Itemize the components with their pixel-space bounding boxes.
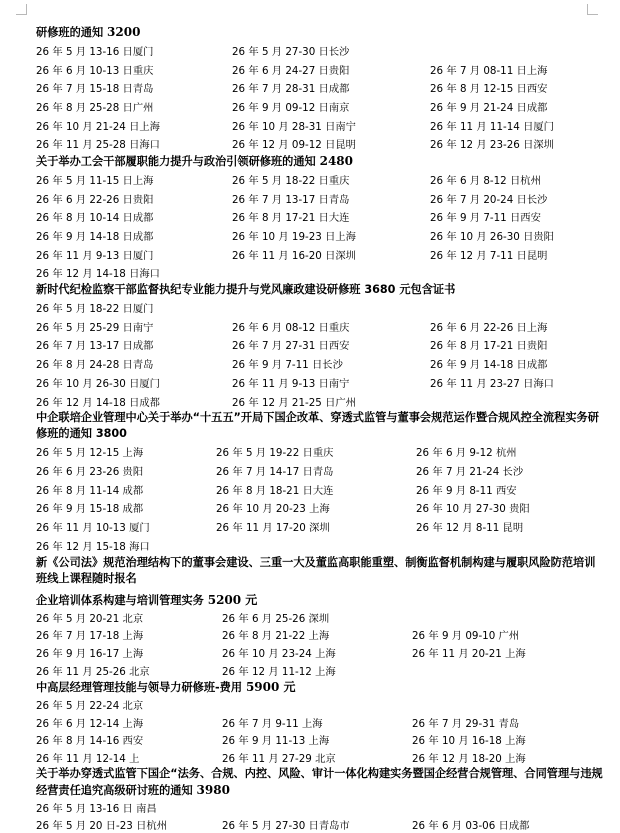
session-date-location: 26 年 9 月 16-17 上海 [36, 647, 144, 660]
course-title-text: 新时代纪检监察干部监督执纪专业能力提升与党风廉政建设研修班 3680 元包含证书 [36, 283, 456, 297]
session-date-location: 26 年 10 月 23-24 上海 [222, 647, 336, 660]
session-date-location: 26 年 6 月 8-12 日杭州 [430, 174, 541, 187]
session-date-location: 26 年 9 月 09-12 日南京 [232, 101, 350, 114]
schedule-row [36, 661, 606, 679]
schedule-row [36, 298, 606, 317]
course-title [36, 592, 606, 609]
schedule-row [36, 245, 606, 264]
session-date-location: 26 年 7 月 29-31 青岛 [412, 717, 520, 730]
session-date-location: 26 年 5 月 13-16 日厦门 [36, 45, 154, 58]
session-date-location: 26 年 10 月 27-30 贵阳 [416, 503, 530, 516]
session-date-location: 26 年 8 月 12-15 日西安 [430, 83, 548, 96]
session-date-location: 26 年 5 月 25-29 日南宁 [36, 321, 154, 334]
session-date-location: 26 年 8 月 10-14 日成都 [36, 212, 154, 225]
schedule-row [36, 536, 606, 555]
session-date-location: 26 年 10 月 19-23 日上海 [232, 231, 356, 244]
session-date-location: 26 年 7 月 13-17 日青岛 [232, 193, 350, 206]
session-date-location: 26 年 12 月 14-18 日海口 [36, 268, 160, 281]
session-date-location: 26 年 8 月 24-28 日青岛 [36, 359, 154, 372]
schedule-row [36, 517, 606, 536]
session-date-location: 26 年 8 月 14-16 西安 [36, 735, 144, 748]
schedule-row [36, 480, 606, 499]
session-date-location: 26 年 12 月 15-18 海口 [36, 540, 150, 553]
schedule-row [36, 97, 606, 116]
session-date-location: 26 年 11 月 20-21 上海 [412, 647, 526, 660]
course-title-text: 研修班的通知 [36, 26, 104, 39]
session-date-location: 26 年 7 月 27-31 日西安 [232, 340, 350, 353]
course-title [36, 410, 606, 442]
session-date-location: 26 年 10 月 26-30 日贵阳 [430, 231, 554, 244]
session-date-location: 26 年 10 月 16-18 上海 [412, 735, 526, 748]
schedule-row [36, 60, 606, 79]
course-title [36, 282, 606, 298]
session-date-location: 26 年 12 月 23-26 日深圳 [430, 139, 554, 152]
document-body [36, 24, 606, 833]
session-date-location: 26 年 5 月 18-22 日重庆 [232, 174, 350, 187]
session-date-location: 26 年 8 月 25-28 日广州 [36, 101, 154, 114]
session-date-location: 26 年 6 月 12-14 上海 [36, 717, 144, 730]
session-date-location: 26 年 11 月 25-26 北京 [36, 665, 150, 678]
session-date-location: 26 年 6 月 25-26 深圳 [222, 612, 330, 625]
course-section [36, 282, 606, 410]
session-date-location: 26 年 10 月 21-24 日上海 [36, 120, 160, 133]
course-price: 2480 [319, 154, 354, 169]
session-date-location: 26 年 9 月 21-24 日成都 [430, 101, 548, 114]
session-date-location: 26 年 11 月 17-20 深圳 [216, 521, 330, 534]
session-date-location: 26 年 11 月 23-27 日海口 [430, 377, 554, 390]
session-date-location: 26 年 10 月 20-23 上海 [216, 503, 330, 516]
session-date-location: 26 年 11 月 10-13 厦门 [36, 521, 150, 534]
session-date-location: 26 年 12 月 09-12 日昆明 [232, 139, 356, 152]
session-date-location: 26 年 11 月 25-28 日海口 [36, 139, 160, 152]
schedule-row [36, 749, 606, 767]
session-date-location: 26 年 6 月 22-26 日上海 [430, 321, 548, 334]
session-date-location: 26 年 12 月 14-18 日成都 [36, 396, 160, 409]
schedule-row [36, 134, 606, 153]
session-date-location: 26 年 12 月 18-20 上海 [412, 752, 526, 765]
session-date-location: 26 年 6 月 24-27 日贵阳 [232, 64, 350, 77]
session-date-location: 26 年 11 月 11-14 日厦门 [430, 120, 554, 133]
course-price: 3200 [107, 25, 141, 39]
session-date-location: 26 年 9 月 14-18 日成都 [36, 231, 154, 244]
session-date-location: 26 年 7 月 17-18 上海 [36, 630, 144, 643]
session-date-location: 26 年 10 月 28-31 日南宁 [232, 120, 356, 133]
course-price: 3980 [196, 783, 230, 798]
session-date-location: 26 年 8 月 21-22 上海 [222, 630, 330, 643]
schedule-row [36, 498, 606, 517]
session-date-location: 26 年 11 月 9-13 日南宁 [232, 377, 350, 390]
schedule-row [36, 713, 606, 731]
schedule-row [36, 373, 606, 392]
session-date-location: 26 年 7 月 28-31 日成都 [232, 83, 350, 96]
schedule-row [36, 208, 606, 227]
session-date-location: 26 年 10 月 26-30 日厦门 [36, 377, 160, 390]
schedule-row [36, 461, 606, 480]
session-date-location: 26 年 9 月 7-11 日长沙 [232, 359, 343, 372]
schedule-row [36, 626, 606, 644]
session-date-location: 26 年 9 月 11-13 上海 [222, 735, 330, 748]
course-title-text: 新《公司法》规范治理结构下的董事会建设、三重一大及董监高职能重塑、制衡监督机制构建与履职风险防范培训班线上课程随时报名 [36, 555, 596, 585]
course-title [36, 766, 606, 799]
session-date-location: 26 年 8 月 18-21 日大连 [216, 484, 334, 497]
session-date-location: 26 年 5 月 12-15 上海 [36, 447, 144, 460]
course-price: 5200 元 [207, 592, 258, 607]
course-title-text: 中高层经理管理技能与领导力研修班-费用 [36, 680, 243, 694]
schedule-row [36, 816, 606, 833]
schedule-row [36, 644, 606, 662]
session-date-location: 26 年 12 月 21-25 日广州 [232, 396, 356, 409]
session-date-location: 26 年 12 月 7-11 日昆明 [430, 249, 548, 262]
course-title-text: 中企联培企业管理中心关于举办“十五五”开局下国企改革、穿透式监管与董事会规范运作暨合规风控全流程实务研修班的通知 3800 [36, 411, 599, 441]
session-date-location: 26 年 7 月 08-11 日上海 [430, 64, 548, 77]
session-date-location: 26 年 6 月 08-12 日重庆 [232, 321, 350, 334]
course-title-text: 企业培训体系构建与培训管理实务 [36, 593, 204, 607]
session-date-location: 26 年 9 月 14-18 日成都 [430, 359, 548, 372]
session-date-location: 26 年 7 月 21-24 长沙 [416, 465, 524, 478]
course-title-text: 关于举办穿透式监管下国企“法务、合规、内控、风险、审计一体化构建实务暨国企经营合规管理、合同管理与违规经营责任追究高级研讨班的通知 [36, 767, 603, 798]
course-price: 5900 元 [245, 679, 296, 694]
session-date-location: 26 年 5 月 11-15 日上海 [36, 174, 154, 187]
session-date-location: 26 年 9 月 8-11 西安 [416, 484, 517, 497]
schedule-row [36, 442, 606, 461]
session-date-location: 26 年 5 月 22-24 北京 [36, 700, 144, 713]
course-title [36, 555, 606, 587]
session-date-location: 26 年 5 月 20-21 北京 [36, 612, 144, 625]
course-title [36, 679, 606, 696]
session-date-location: 26 年 6 月 9-12 杭州 [416, 447, 517, 460]
schedule-row [36, 116, 606, 135]
course-section [36, 24, 606, 153]
session-date-location: 26 年 8 月 17-21 日大连 [232, 212, 350, 225]
session-date-location: 26 年 6 月 23-26 贵阳 [36, 465, 144, 478]
session-date-location: 26 年 7 月 13-17 日成都 [36, 340, 154, 353]
session-date-location: 26 年 7 月 15-18 日青岛 [36, 83, 154, 96]
course-section [36, 555, 606, 587]
session-date-location: 26 年 11 月 27-29 北京 [222, 752, 336, 765]
session-date-location: 26 年 6 月 03-06 日成都 [412, 820, 530, 833]
page-corner-mark-left [16, 4, 27, 15]
session-date-location: 26 年 9 月 15-18 成都 [36, 503, 144, 516]
session-date-location: 26 年 5 月 27-30 日长沙 [232, 45, 350, 58]
session-date-location: 26 年 9 月 09-10 广州 [412, 630, 520, 643]
session-date-location: 26 年 5 月 20 日-23 日杭州 [36, 820, 167, 833]
schedule-row [36, 226, 606, 245]
schedule-row [36, 336, 606, 355]
session-date-location: 26 年 12 月 11-12 上海 [222, 665, 336, 678]
session-date-location: 26 年 5 月 18-22 日厦门 [36, 303, 154, 316]
session-date-location: 26 年 5 月 27-30 日青岛市 [222, 820, 350, 833]
course-section [36, 766, 606, 833]
course-section [36, 410, 606, 554]
session-date-location: 26 年 9 月 7-11 日西安 [430, 212, 541, 225]
session-date-location: 26 年 12 月 8-11 昆明 [416, 521, 524, 534]
schedule-row [36, 392, 606, 411]
session-date-location: 26 年 5 月 19-22 日重庆 [216, 447, 334, 460]
session-date-location: 26 年 11 月 12-14 上 [36, 752, 140, 765]
session-date-location: 26 年 6 月 22-26 日贵阳 [36, 193, 154, 206]
session-date-location: 26 年 7 月 14-17 日青岛 [216, 465, 334, 478]
session-date-location: 26 年 8 月 17-21 日贵阳 [430, 340, 548, 353]
schedule-row [36, 264, 606, 283]
session-date-location: 26 年 7 月 20-24 日长沙 [430, 193, 548, 206]
schedule-row [36, 731, 606, 749]
session-date-location: 26 年 5 月 13-16 日 南昌 [36, 803, 157, 816]
session-date-location: 26 年 8 月 11-14 成都 [36, 484, 144, 497]
session-date-location: 26 年 6 月 10-13 日重庆 [36, 64, 154, 77]
course-title-text: 关于举办工会干部履职能力提升与政治引领研修班的通知 [36, 155, 316, 169]
schedule-row [36, 354, 606, 373]
schedule-row [36, 799, 606, 816]
course-title [36, 24, 606, 41]
schedule-row [36, 317, 606, 336]
course-title [36, 153, 606, 170]
course-section [36, 679, 606, 766]
schedule-row [36, 41, 606, 60]
schedule-row [36, 609, 606, 627]
course-section [36, 592, 606, 679]
schedule-row [36, 189, 606, 208]
page-corner-mark-right [587, 4, 598, 15]
schedule-row [36, 696, 606, 714]
session-date-location: 26 年 11 月 9-13 日厦门 [36, 249, 154, 262]
schedule-row [36, 170, 606, 189]
session-date-location: 26 年 7 月 9-11 上海 [222, 717, 323, 730]
schedule-row [36, 78, 606, 97]
course-section [36, 153, 606, 282]
session-date-location: 26 年 11 月 16-20 日深圳 [232, 249, 356, 262]
